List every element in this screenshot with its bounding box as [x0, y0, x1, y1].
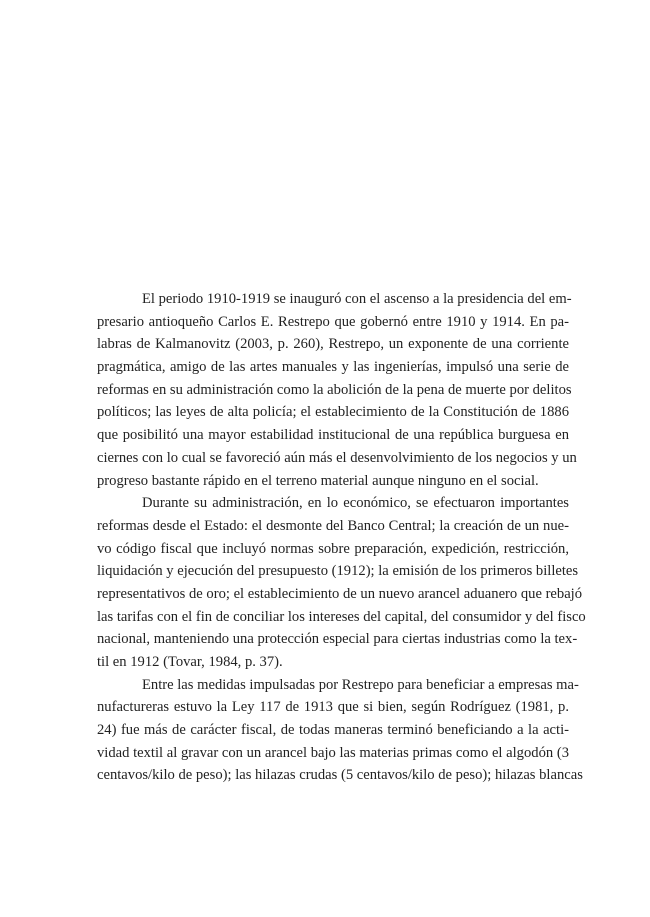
- text-line: El periodo 1910-1919 se inauguró con el ascenso a la presidencia del em-: [142, 291, 572, 307]
- text-line: que posibilitó una mayor estabilidad institucional de una república burguesa en: [97, 427, 569, 444]
- text-line: reformas en su administración como la abolición de la pena de muerte por delitos: [97, 381, 572, 398]
- text-line: 24) fue más de carácter fiscal, de todas maneras terminó beneficiando a la acti-: [97, 722, 569, 739]
- text-line: nufactureras estuvo la Ley 117 de 1913 que si bien, según Rodríguez (1981, p.: [97, 699, 569, 716]
- text-line: centavos/kilo de peso); las hilazas crudas (5 centavos/kilo de peso); hilazas blancas: [97, 767, 583, 784]
- text-line: las tarifas con el fin de conciliar los intereses del capital, del consumidor y del fisco: [97, 608, 586, 625]
- text-line: reformas desde el Estado: el desmonte del Banco Central; la creación de un nue-: [97, 517, 569, 534]
- text-line: nacional, manteniendo una protección especial para ciertas industrias como la tex-: [97, 631, 578, 648]
- body-text: [97, 288, 586, 787]
- text-line: Entre las medidas impulsadas por Restrepo para beneficiar a empresas ma-: [142, 676, 579, 693]
- text-line: presario antioqueño Carlos E. Restrepo que gobernó entre 1910 y 1914. En pa-: [97, 313, 569, 330]
- text-line: políticos; las leyes de alta policía; el establecimiento de la Constitución de 1886: [97, 404, 569, 421]
- text-line: labras de Kalmanovitz (2003, p. 260), Restrepo, un exponente de una corriente: [97, 336, 569, 353]
- text-line: liquidación y ejecución del presupuesto (1912); la emisión de los primeros billetes: [97, 563, 579, 580]
- text-line: progreso bastante rápido en el terreno material aunque ninguno en el social.: [97, 472, 539, 489]
- text-line: ciernes con lo cual se favoreció aún más el desenvolvimiento de los negocios y un: [97, 449, 577, 466]
- text-line: vo código fiscal que incluyó normas sobre preparación, expedición, restricción,: [97, 540, 569, 557]
- paragraph-2: [97, 492, 586, 674]
- text-line: Durante su administración, en lo económico, se efectuaron importantes: [142, 495, 569, 512]
- text-line: til en 1912 (Tovar, 1984, p. 37).: [97, 654, 283, 670]
- paragraph-1: [97, 288, 577, 492]
- text-line: pragmática, amigo de las artes manuales y las ingenierías, impulsó una serie de: [97, 359, 569, 376]
- paragraph-3: [97, 674, 583, 787]
- text-line: vidad textil al gravar con un arancel bajo las materias primas como el algodón (3: [97, 744, 569, 761]
- text-line: representativos de oro; el establecimiento de un nuevo arancel aduanero que rebajó: [97, 585, 583, 602]
